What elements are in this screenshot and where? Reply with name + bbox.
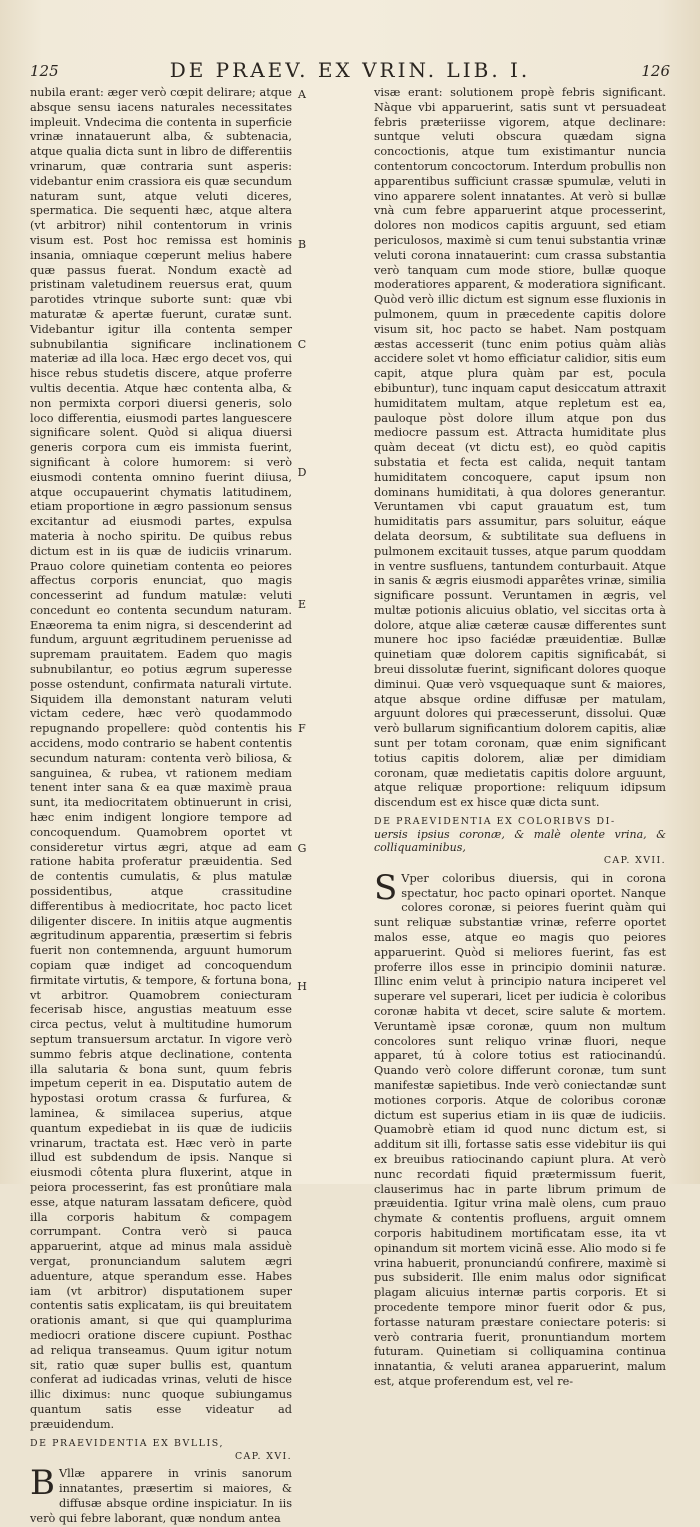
drop-capital: S [374, 867, 398, 908]
body-paragraph: nubila erant: æger verò cœpit delirare; atque absque sensu iacens naturales necessitates impleuit. Vndecima die contenta in superficie vrinæ innatauerunt alba, & subtenacia, atque qualia dicta sunt in libro de differentiis vrinarum, quæ contraria sunt asperis: videbantur enim crassiora eis quæ secundum naturam sunt, atque veluti diceres, spermatica. Die sequenti hæc, atque altera (vt arbitror) nihil contentorum in vrinis visum est. Post hoc remissa est hominis insania, omniaque cœperunt melius habere quæ passus fuerat. Nondum exactè ad pristinam valetudinem reuersus erat, quum parotides vtrinque suborte sunt: quæ vbi maturatæ & apertæ fuerunt, curatæ sunt. Videbantur igitur illa contenta semper subnubilantia significare inclinationem materiæ ad illa loca. Hæc ergo decet vos, qui hisce rebus studetis discere, atque proferre vultis decentia. Atque hæc contenta alba, & non permixta corpori diuersi generis, solo loco differentia, eiusmodi partes languescere significare solent. Quòd si aliqua diuersi generis corpora cum eis immista fuerint, significant à colore humorem: si verò eiusmodi contenta omnino fuerint diiusa, atque occupauerint chymatis latitudinem, etiam proportione in ægro passionum sensus excitantur ad eiusmodi partes, expulsa materia à nocho spiritu. De quibus rebus dictum est in iis quæ de iudiciis vrinarum. Prauo colore quinetiam contenta eo peiores affectus corporis enunciat, quo magis concesserint ad fundum matulæ: veluti concedunt eo contenta secundum naturam. Enæorema ta enim nigra, si descenderint ad fundum, arguunt ægritudinem peruenisse ad supremam prauitatem. Eadem quo magis subnubilantur, eo potius ægrum superesse posse ostendunt, confirmata naturali virtute. Siquidem illa demonstant naturam veluti victam cedere, hæc verò quodammodo repugnando propellere: quòd contentis his accidens, modo contrario se habent contentis secundum naturam: contenta verò biliosa, & sanguinea, & rubea, vt rationem mediam tenent inter sana & ea quæ maximè praua sunt, ita mediocritatem obtinuerunt in crisi, hæc enim indigent longiore tempore ad concoquendum. Quamobrem oportet vt consideretur virtus ægri, atque ad eam ratione habita proferatur præuidentia. Sed de contentis cumulatis, & plus matulæ possidentibus, atque crassitudine differentibus à mediocritate, hoc pacto licet diligenter discere. In initiis atque augmentis ægritudinum apparentia, præsertim si febris fuerit non contemnenda, arguunt humorum copiam quæ indiget ad concoquendum firmitate virtutis, & tempore, & fortuna bona, vt arbitror. Quamobrem coniecturam fecerisab hisce, angustias meatuum esse circa pectus, velut à multitudine humorum septum transuersum arctatur. In vigore verò summo febris atque declinatione, contenta illa salutaria & bona sunt, quum febris impetum ceperit in ea. Disputatio autem de hypostasi orotum crassa & furfurea, & laminea, & similacea superius, atque quantum expediebat in iis quæ de iudiciis vrinarum, tractata est. Hæc verò in parte illud est subdendum de ipsis. Nanque si eiusmodi côtenta plura fluxerint, atque in peiora processerint, fas est pronûtiare mala esse, atque naturam lassatam deficere, quòd illa corporis habitum & compagem corrumpant. Contra verò si pauca apparuerint, atque ad minus mala assiduè vergat, pronunciandum salutem ægri aduenture, atque sperandum esse. Habes iam (vt arbitror) disputationem super contentis satis explicatam, iis qui breuitatem orationis amant, si que qui quamplurima mediocri oratione discere cupiunt. Posthac ad reliqua transeamus. Quum igitur notum sit, ratio quæ super bullis est, quantum conferat ad iudicadas vrinas, veluti de hisce illic diximus: nunc quoque subiungamus quantum satis esse videatur ad præuidendum. [30, 86, 292, 1431]
page-header [30, 58, 670, 84]
chapter-heading-continued: uersis ipsius coronæ, & malè olente vrina, & colliquaminibus, [374, 828, 666, 855]
margin-letter: A [298, 88, 306, 101]
left-page-number: 125 [30, 62, 59, 80]
drop-capital: B [30, 1463, 55, 1504]
margin-letter: F [298, 722, 306, 735]
running-title: DE PRAEV. EX VRIN. LIB. I. [169, 58, 531, 82]
chapter-text: Vllæ apparere in vrinis sanorum innatantes, præsertim si maiores, & diffusæ absque ordine inspiciatur. In iis verò qui febre laborant, quæ nondum antea [30, 1467, 292, 1525]
chapter-number: CAP. XVI. [234, 1450, 292, 1462]
margin-letter: C [297, 338, 307, 351]
left-column [30, 86, 292, 1525]
margin-letter: E [297, 598, 307, 611]
chapter-paragraph [30, 1463, 292, 1526]
marginal-section-letters [296, 86, 366, 1126]
chapter-heading: DE PRAEVIDENTIA EX BVLLIS, [30, 1437, 225, 1449]
body-paragraph: visæ erant: solutionem propè febris significant. Nàque vbi apparuerint, satis sunt vt persuadeat febris præteriisse vigorem, atque declinare: suntque veluti obscura quædam signa concoctionis, atque tum existimantur nuncia contentorum concoctorum. Interdum probullis non apparentibus sufficiunt crassæ spumulæ, veluti in vino apparere solent innatantes. At verò si bullæ vnà cum febre apparuerint atque processerint, dolores non modicos capitis arguunt, sed etiam periculosos, maximè si cum tenui substantia vrinæ veluti corona innatauerint: cum crassa substantia verò tanquam cum mode stiore, bullæ quoque moderatiores apparent, & moderatiora significant. Quòd verò illic dictum est signum esse fluxionis in pulmonem, quum in præcedente capitis dolore visum sit, hoc pacto se habet. Nam postquam æstas accesserit (tunc enim potius quàm aliàs accidere solet vt homo efficiatur calidior, sitis eum capit, atque plura quàm par est, pocula ebibuntur), tunc inquam caput desiccatum attraxit humiditatem multam, atque repletum est ea, pauloque pòst dolore illum atque pon dus mediocre passum est. Attracta humiditate plus quàm deceat (vt dictu est), eo quòd capitis substatia et fecta est calida, nequit tantam humiditatem concoquere, caput ipsum non dominans humiditati, à qua dolores generantur. Veruntamen vbi caput grauatum est, tum humiditatis pars assumitur, pars soluitur, eáque delata deorsum, & subtilitate sua defluens in pulmonem excitauit tusses, atque parum quoddam in ventre susfluens, tantundem conturbauit. Atque in sanis & ægris eiusmodi apparêtes vrinæ, similia significare possunt. Veruntamen in ægris, vel multæ potionis alicuius oblatio, vel siccitas orta à dolore, atque aliæ cæteræ causæ differentes sunt munere hoc ipso faciédæ præuidentiæ. Bullæ quinetiam quæ dolorem capitis significabát, si breui dissolutæ fuerint, significant dolores quoque diminui. Quæ verò vsquequaque sunt & maiores, atque absque ordine diffusæ per matulam, arguunt dolores qui præcesserunt, dissolui. Quæ verò bullarum significantium dolorem capitis, aliæ sunt per totam coronam, quæ enim significant totius capitis dolorem, aliæ per dimidiam coronam, quæ medietatis capitis dolore arguunt, atque reliquæ proportione: reliquum idipsum discendum est ex hisce quæ dicta sunt. [374, 86, 666, 810]
chapter-heading: DE PRAEVIDENTIA EX COLORIBVS DI- [374, 816, 616, 828]
right-page-number: 126 [641, 62, 670, 80]
chapter-number: CAP. XVII. [603, 855, 666, 867]
margin-letter: D [297, 466, 307, 479]
margin-letter: B [297, 238, 307, 251]
right-column [374, 86, 666, 1388]
margin-letter: H [297, 980, 307, 993]
margin-letter: G [297, 842, 307, 855]
chapter-paragraph [374, 867, 666, 1390]
chapter-text: Vper coloribus diuersis, qui in corona spectatur, hoc pacto opinari oportet. Nanque colores coronæ, si peiores fuerint quàm qui sunt reliquæ substantiæ vrinæ, referre oportet malos esse, atque eo magis quo peiores apparuerint. Quòd si meliores fuerint, fas est proferre illos esse in principio dominii naturæ. Illinc enim velut à principio natura inciperet vel superare vel superari, licet per iudicia è coloribus coronæ habita vt decet, scire salute & mortem. Veruntamè ipsæ coronæ, quum non multum concolores sunt reliquo vrinæ fluori, neque apparet, tú à colore totius est ratiocinandú. Quando verò colore differunt coronæ, tum sunt manifestæ sapietibus. Inde verò coniectandæ sunt motiones corporis. Atque de coloribus coronæ dictum est superius etiam in iis quæ de iudiciis. Quamobrè etiam id quod nunc dictum est, si additum sit illi, fortasse satis esse videbitur iis qui ex breuibus ratiocinando capiunt plura. At verò nunc recordati fiquid prætermissum fuerit, clauserimus hac in parte librum primum de præuidentia. Igitur vrina malè olens, cum prauo chymate & contentis profluens, arguit omnem corporis habitudinem mortificatam esse, ita vt opinandum sit mortem vicinã esse. Alio modo si fe vrina habuerit, pronunciandú confirere, maximè si pus subsiderit. Ille enim malus odor significat plagam alicuius internæ partis corporis. Et si procedente tempore minor fuerit odor & pus, fortasse naturam præstare coniectare poteris: si verò contraria fuerit, pronuntiandum mortem futuram. Quinetiam si colliquamina continua innatantia, & veluti aranea apparuerint, malum est, atque proferendum est, vel re- [374, 871, 666, 1388]
